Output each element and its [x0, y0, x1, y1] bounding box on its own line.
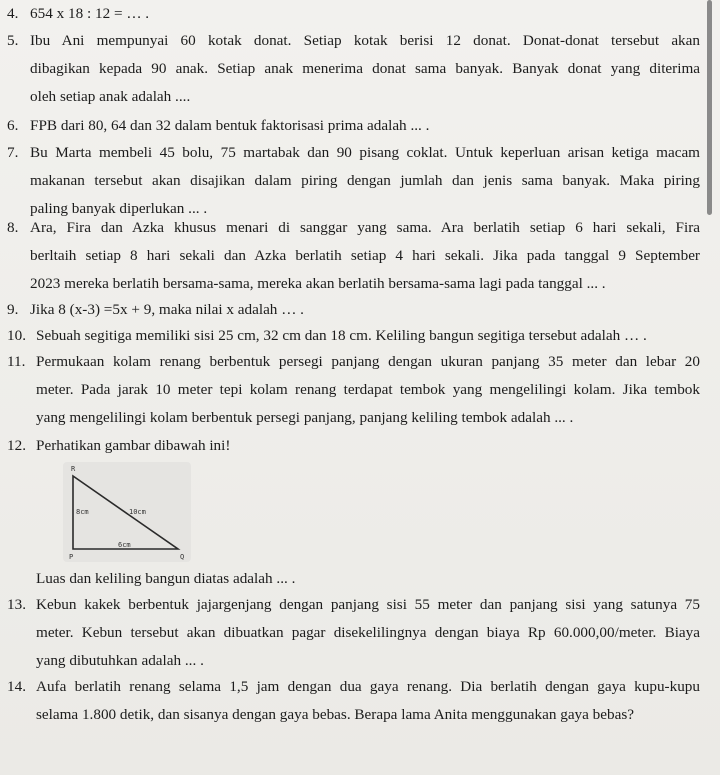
question-line: Luas dan keliling bangun diatas adalah ... .: [36, 570, 296, 587]
question-line: yang mengelilingi kolam berbentuk persegi panjang, panjang keliling tembok adalah ... .: [36, 409, 574, 426]
question-number: 11.: [7, 353, 26, 370]
question-number: 7.: [7, 144, 19, 161]
question-number: 8.: [7, 219, 19, 236]
question-line: yang dibutuhkan adalah ... .: [36, 652, 204, 669]
question-12-prompt: [0, 565, 700, 593]
question-line: Kebun kakek berbentuk jajargenjang dengan panjang sisi 55 meter dan panjang sisi yang satunya 75: [36, 596, 700, 613]
question-9: [0, 296, 700, 324]
question-line: 654 x 18 : 12 = … .: [30, 5, 150, 22]
side-label-rp: 8cm: [76, 508, 89, 516]
question-line: Perhatikan gambar dibawah ini!: [36, 437, 231, 454]
side-label-pq: 6cm: [118, 541, 131, 549]
question-line: Jika 8 (x-3) =5x + 9, maka nilai x adalah … .: [30, 301, 304, 318]
question-line: Ara, Fira dan Azka khusus menari di sanggar yang sama. Ara berlatih setiap 6 hari sekali, Fira: [30, 219, 700, 236]
question-line: Bu Marta membeli 45 bolu, 75 martabak dan 90 pisang coklat. Untuk keperluan arisan ketiga macam: [30, 144, 700, 161]
question-10: [0, 322, 700, 350]
question-line: Sebuah segitiga memiliki sisi 25 cm, 32 cm dan 18 cm. Keliling bangun segitiga tersebut adalah … .: [36, 327, 647, 344]
question-line: makanan tersebut akan disajikan dalam piring dengan jumlah dan jenis sama banyak. Maka piring: [30, 172, 700, 189]
question-line: oleh setiap anak adalah ....: [30, 88, 191, 105]
vertex-label-r: R: [71, 465, 76, 473]
question-13: [0, 591, 700, 675]
question-line: Ibu Ani mempunyai 60 kotak donat. Setiap kotak berisi 12 donat. Donat-donat tersebut akan: [30, 32, 700, 49]
question-number: 9.: [7, 301, 19, 318]
vertex-label-q: Q: [180, 553, 185, 561]
side-label-rq: 10cm: [129, 508, 146, 516]
scrollbar-thumb[interactable]: [707, 0, 712, 215]
question-line: Permukaan kolam renang berbentuk persegi panjang dengan ukuran panjang 35 meter dan lebar 20: [36, 353, 700, 370]
question-12: [0, 432, 700, 460]
question-line: berltaih setiap 8 hari sekali dan Azka berlatih setiap 4 hari sekali. Jika pada tanggal 9 September: [30, 247, 700, 264]
question-number: 10.: [7, 327, 26, 344]
question-line: meter. Kebun tersebut akan dibuatkan pagar disekelilingnya dengan biaya Rp 60.000,00/meter. Biaya: [36, 624, 700, 641]
question-line: selama 1.800 detik, dan sisanya dengan gaya bebas. Berapa lama Anita menggunakan gaya bebas?: [36, 706, 635, 723]
right-triangle-diagram: [63, 462, 191, 562]
question-number: 12.: [7, 437, 26, 454]
question-line: meter. Pada jarak 10 meter tepi kolam renang terdapat tembok yang mengelilingi kolam. Jika tembok: [36, 381, 700, 398]
question-7: [0, 139, 700, 223]
question-number: 14.: [7, 678, 26, 695]
question-number: 13.: [7, 596, 26, 613]
question-line: FPB dari 80, 64 dan 32 dalam bentuk faktorisasi prima adalah ... .: [30, 117, 430, 134]
question-line: Aufa berlatih renang selama 1,5 jam dengan dua gaya renang. Dia berlatih dengan gaya kupu-kupu: [36, 678, 700, 695]
question-number: 6.: [7, 117, 19, 134]
question-line: 2023 mereka berlatih bersama-sama, mereka akan berlatih bersama-sama lagi pada tanggal ... .: [30, 275, 606, 292]
question-5: [0, 27, 700, 111]
question-line: paling banyak diperlukan ... .: [30, 200, 208, 217]
question-14: [0, 673, 700, 729]
question-number: 5.: [7, 32, 19, 49]
vertex-label-p: P: [69, 553, 74, 561]
triangle-figure: [63, 462, 191, 562]
question-line: dibagikan kepada 90 anak. Setiap anak menerima donat sama banyak. Banyak donat yang diterima: [30, 60, 700, 77]
question-11: [0, 348, 700, 432]
question-6: [0, 112, 700, 140]
question-number: 4.: [7, 5, 19, 22]
question-8: [0, 214, 700, 298]
triangle-shape: [73, 476, 178, 549]
question-4: [0, 0, 700, 28]
